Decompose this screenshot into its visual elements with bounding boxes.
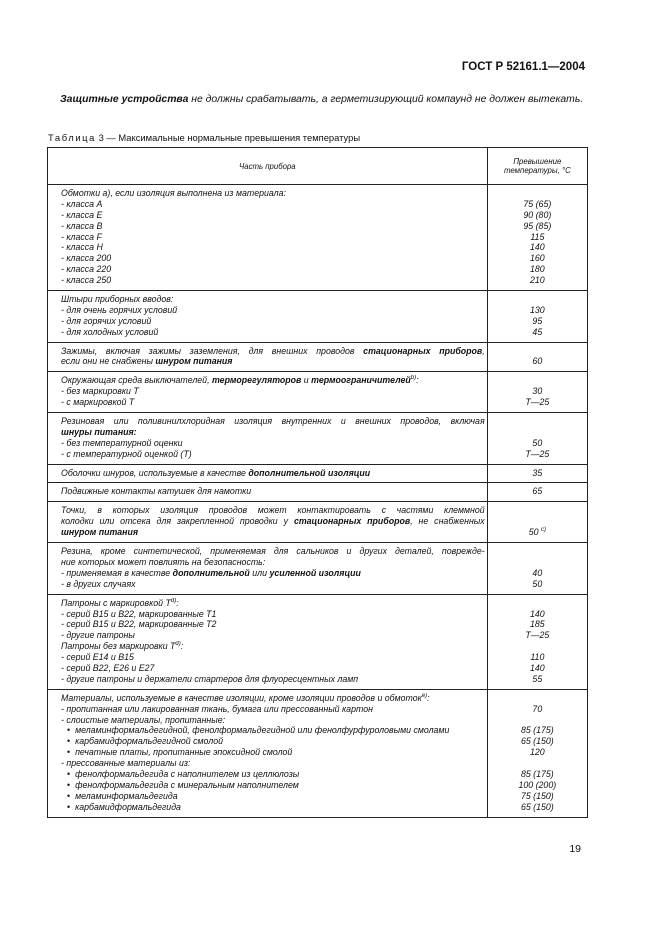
part-line: Резина, кроме синтетической, применяемая для сальников и других деталей, поврежде- [61, 546, 485, 557]
header-temperature [487, 148, 587, 185]
value-line: 50 [532, 578, 543, 589]
part-line: - прессованные материалы из: [61, 758, 191, 769]
part-cell [48, 594, 488, 689]
temperature-table [47, 147, 588, 818]
value-line: 130 [529, 304, 545, 315]
value-line: 75 (150) [520, 790, 554, 801]
table-row [48, 185, 588, 291]
value-line: 65 [532, 486, 543, 497]
part-cell [48, 291, 488, 343]
header-temperature-l1: Превышение [513, 157, 562, 166]
part-line: • меламинформальдегидной, фенолформальдегидной или фенолфурфуроловыми смолами [48, 725, 487, 736]
part-line: - для холодных условий [61, 326, 159, 337]
value-cell [487, 413, 587, 465]
value-line [488, 758, 587, 769]
part-cell [48, 689, 488, 817]
value-line: 180 [529, 264, 545, 275]
value-cell [487, 291, 587, 343]
value-line [488, 416, 587, 427]
table-row [48, 594, 588, 689]
value-cell [487, 594, 587, 689]
value-line: 140 [529, 242, 545, 253]
value-line: 110 [530, 652, 545, 663]
table-row [48, 543, 588, 595]
part-line: • карбамидформальдегида [48, 802, 487, 813]
value-line [488, 641, 587, 652]
part-line: - другие патроны [61, 630, 135, 641]
part-line: - с температурной оценкой (Т) [61, 448, 192, 459]
value-cell [487, 543, 587, 595]
part-line: • фенолформальдегида с минеральным наполнителем [48, 780, 487, 791]
header-part: Часть прибора [48, 148, 488, 185]
value-line: 65 (150) [520, 801, 554, 812]
table-row [48, 291, 588, 343]
value-line: 50 $^{c)}$ [528, 527, 546, 538]
part-line: - серий В22, Е26 и Е27 [61, 662, 155, 673]
value-line: 140 [529, 608, 545, 619]
value-line [488, 505, 587, 516]
value-line: 85 (175) [520, 725, 554, 736]
part-line: Оболочки шнуров, используемые в качестве дополнительной изоляции [61, 467, 371, 478]
table-row [48, 342, 588, 372]
intro-bold: Защитные устройства [60, 94, 189, 105]
part-line: - с маркировкой Т [61, 397, 135, 408]
part-line: Зажимы, включая зажимы заземления, для внешних проводов стационарных приборов, [61, 345, 485, 356]
value-line [488, 516, 587, 527]
value-line [488, 294, 587, 305]
part-line: - для горячих условий [61, 315, 152, 326]
part-cell [48, 543, 488, 595]
value-cell [487, 483, 587, 502]
part-line: Резиновая или поливинилхлоридная изоляция внутренних и внешних проводов, включая [61, 416, 485, 427]
part-line: - пропитанная или лакированная ткань, бумага или прессованный картон [61, 703, 373, 714]
value-line [488, 427, 587, 438]
part-line: - класса 250 [61, 275, 112, 286]
value-cell [487, 464, 587, 483]
value-line: 85 (175) [520, 768, 554, 779]
intro-paragraph [60, 93, 584, 106]
value-line: 100 (200) [518, 779, 557, 790]
part-line: Материалы, используемые в качестве изоляции, кроме изоляции проводов и обмоток$^{e)}$: [61, 692, 430, 703]
part-line: - класса Н [61, 242, 103, 253]
part-line: - класса А [61, 198, 103, 209]
caption-prefix: Таблица [48, 132, 96, 143]
part-line: Подвижные контакты катушек для намотки [61, 486, 252, 497]
value-line: 95 [532, 315, 543, 326]
part-line: - другие патроны и держатели стартеров для флуоресцентных ламп [61, 673, 359, 684]
value-line: 120 [529, 747, 545, 758]
part-line: колодки или отсека для закрепленной проводки у стационарных приборов, не снабженных [61, 516, 485, 527]
part-line: • фенолформальдегида с наполнителем из целлюлозы [48, 769, 487, 780]
value-cell [487, 372, 587, 413]
part-cell [48, 464, 488, 483]
value-line: 70 [532, 703, 543, 714]
part-line: шнуром питания [61, 527, 139, 538]
part-line: Окружающая среда выключателей, терморегуляторов и термоограничителей$^{b)}$: [61, 375, 419, 386]
value-line: 35 [532, 467, 543, 478]
value-line [488, 375, 587, 386]
table-row [48, 483, 588, 502]
part-line: - в других случаях [61, 578, 136, 589]
value-line [488, 188, 587, 199]
value-line: 40 [532, 567, 543, 578]
value-line [488, 546, 587, 557]
value-line: 65 (150) [520, 736, 554, 747]
value-line: 90 (80) [523, 209, 552, 220]
part-line: Точки, в которых изоляция проводов может контактировать с частями клеммной [61, 505, 485, 516]
table-row [48, 502, 588, 543]
part-line: - серий В15 и В22, маркированные Т1 [61, 608, 217, 619]
part-line: ние которых может повлиять на безопасность: [61, 556, 266, 567]
value-line [488, 598, 587, 609]
value-line: T—25 [525, 397, 550, 408]
part-line: - слоистые материалы, пропитанные: [61, 714, 226, 725]
value-line: T—25 [525, 448, 550, 459]
value-line: 115 [530, 231, 545, 242]
caption-text: 3 — Максимальные нормальные превышения температуры [95, 132, 361, 143]
part-line: - класса Е [61, 209, 103, 220]
part-line: - серий Е14 и В15 [61, 652, 134, 663]
page-number: 19 [569, 843, 581, 855]
part-cell [48, 372, 488, 413]
part-line: • меламинформальдегида [48, 791, 487, 802]
part-line: Обмотки а), если изоляция выполнена из материала: [61, 188, 286, 198]
value-line: 160 [529, 253, 545, 264]
value-line [488, 346, 587, 357]
part-line: Патроны без маркировки $T^{d)}$: [61, 641, 184, 652]
part-cell [48, 502, 488, 543]
part-line: шнуры питания: [61, 426, 137, 437]
part-line: - класса 200 [61, 253, 112, 264]
value-line: 75 (65) [523, 198, 552, 209]
part-line: - класса F [61, 231, 102, 242]
header-temperature-l2: температуры, °С [503, 166, 571, 175]
value-cell [487, 185, 587, 291]
part-line: - применяемая в качестве дополнительной или усиленной изоляции [61, 567, 361, 578]
part-line: - без температурной оценки [61, 437, 183, 448]
value-line: 55 [532, 673, 543, 684]
part-cell [48, 483, 488, 502]
document-id: ГОСТ Р 52161.1—2004 [461, 61, 585, 73]
value-line [488, 715, 587, 726]
part-cell [48, 342, 488, 372]
value-line: 50 [532, 437, 543, 448]
table-row [48, 464, 588, 483]
part-line: • карбамидформальдегидной смолой [48, 736, 487, 747]
part-line: - серий В15 и В22, маркированные Т2 [61, 619, 217, 630]
table-row [48, 413, 588, 465]
table-caption [48, 132, 360, 143]
value-line: 30 [532, 386, 543, 397]
table-row [48, 689, 588, 817]
part-line: если они не снабжены шнуром питания [61, 356, 233, 367]
value-cell [487, 342, 587, 372]
part-line: • печатные платы, пропитанные эпоксидной смолой [48, 747, 487, 758]
value-line [488, 557, 587, 568]
value-line [488, 693, 587, 704]
part-line: - для очень горячих условий [61, 304, 178, 315]
value-line: T—25 [525, 630, 550, 641]
value-cell [487, 502, 587, 543]
value-line: 140 [529, 662, 545, 673]
part-line: Патроны с маркировкой $T^{d)}$: [61, 597, 179, 608]
value-line: 45 [532, 326, 543, 337]
part-cell [48, 413, 488, 465]
part-line: - класса 220 [61, 264, 112, 275]
value-line: 95 (85) [523, 220, 552, 231]
part-line: Штыри приборных вводов: [61, 294, 174, 305]
table-header-row [48, 148, 588, 185]
value-cell [487, 689, 587, 817]
table-row [48, 372, 588, 413]
part-line: - класса В [61, 220, 103, 231]
part-cell [48, 185, 488, 291]
value-line: 60 [532, 356, 543, 367]
intro-text: не должны срабатывать, а герметизирующий компаунд не должен вытекать. [188, 94, 584, 105]
value-line: 185 [529, 619, 545, 630]
value-line: 210 [529, 275, 545, 286]
table-body [48, 185, 588, 818]
part-line: - без маркировки Т [61, 386, 139, 397]
